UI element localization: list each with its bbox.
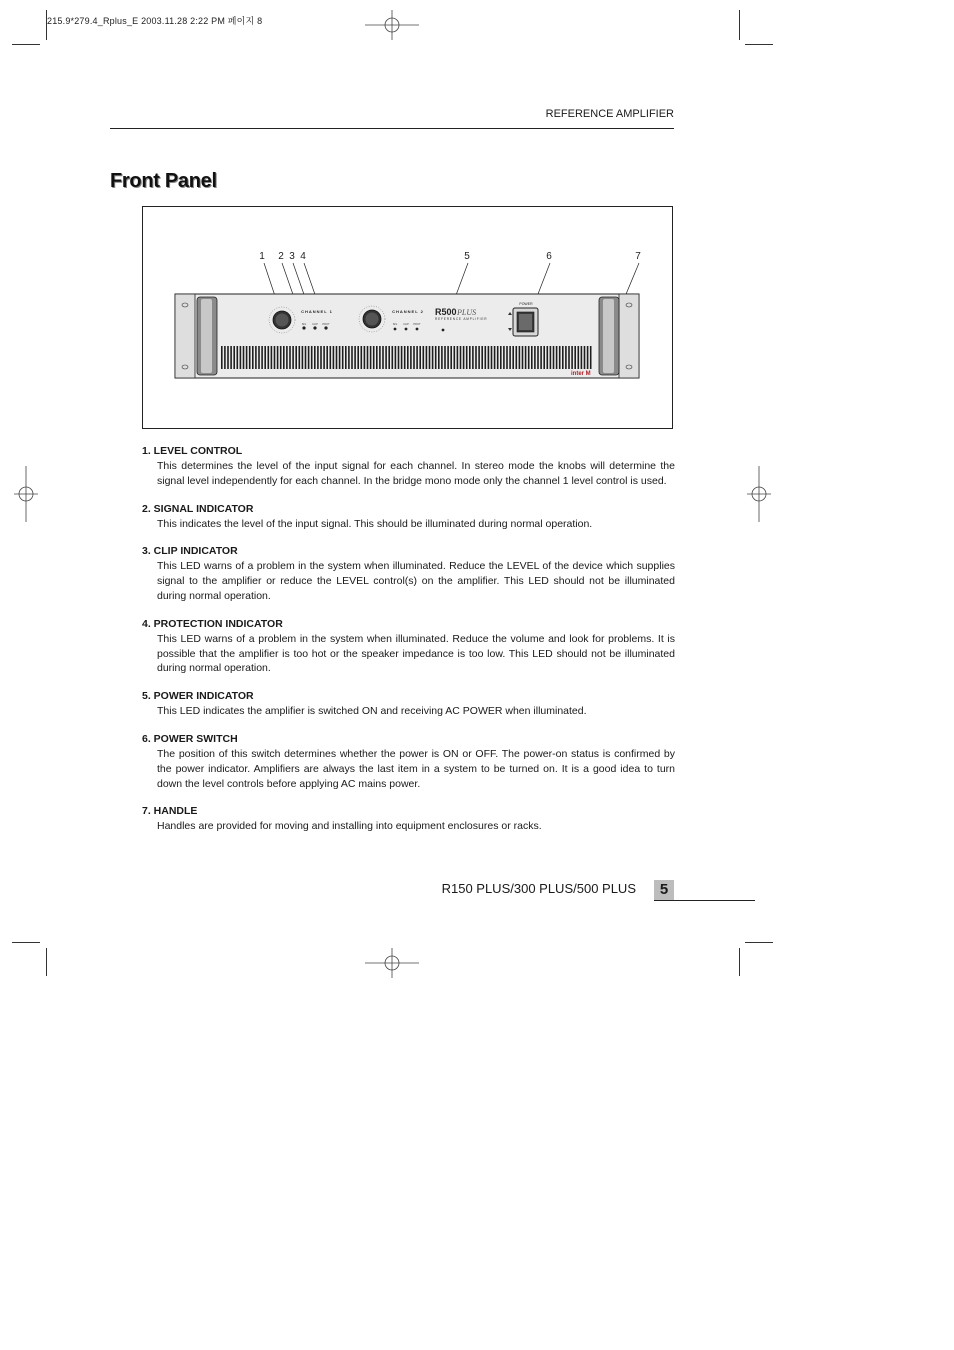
callout-number: 3 xyxy=(289,251,295,262)
callout-number: 7 xyxy=(635,251,641,262)
callout-number: 4 xyxy=(300,251,306,262)
crop-mark xyxy=(745,44,773,45)
description-item xyxy=(142,544,675,603)
description-item xyxy=(142,689,675,719)
description-list xyxy=(142,444,675,847)
model-subtitle: REFERENCE AMPLIFIER xyxy=(435,317,488,321)
registration-mark-bottom xyxy=(365,948,419,978)
description-item xyxy=(142,617,675,676)
print-slug: 215.9*279.4_Rplus_E 2003.11.28 2:22 PM 페이지 8 xyxy=(47,16,263,26)
power-label: POWER xyxy=(519,302,533,306)
header-rule xyxy=(110,128,674,129)
page-number: 5 xyxy=(654,880,674,900)
signal-led xyxy=(302,326,305,329)
callout-number: 5 xyxy=(464,251,470,262)
item-heading: 2. SIGNAL INDICATOR xyxy=(142,502,254,515)
description-item xyxy=(142,732,675,791)
svg-text:CLIP: CLIP xyxy=(403,323,409,326)
header-label: REFERENCE AMPLIFIER xyxy=(545,108,674,120)
description-item xyxy=(142,502,675,532)
crop-mark xyxy=(46,948,47,976)
model-logo: R500 xyxy=(435,307,457,317)
item-heading: 3. CLIP INDICATOR xyxy=(142,545,238,558)
item-heading: 5. POWER INDICATOR xyxy=(142,690,254,703)
item-body: This indicates the level of the input signal. This should be illuminated during normal operation. xyxy=(157,517,593,530)
channel-1-label: CHANNEL 1 xyxy=(301,309,333,314)
crop-mark xyxy=(745,942,773,943)
item-body: Handles are provided for moving and installing into equipment enclosures or racks. xyxy=(157,820,542,833)
power-indicator-led xyxy=(442,329,445,332)
item-heading: 7. HANDLE xyxy=(142,805,198,818)
description-item xyxy=(142,804,675,834)
item-heading: 1. LEVEL CONTROL xyxy=(142,445,243,457)
registration-mark-left xyxy=(14,466,38,522)
led-label: PROT xyxy=(322,323,330,326)
page-title: Front Panel xyxy=(110,170,217,192)
crop-mark xyxy=(12,942,40,943)
item-body: This LED indicates the amplifier is switched ON and receiving AC POWER when illuminated. xyxy=(157,705,587,718)
item-body: This LED warns of a problem in the system when illuminated. Reduce the LEVEL of the device which supplies signal to the amplifier or reduce the LEVEL control(s) on the amplifier. This LED should not be illuminated during normal operation. xyxy=(157,560,675,602)
led-label: CLIP xyxy=(312,323,318,326)
item-heading: 4. PROTECTION INDICATOR xyxy=(142,617,283,630)
callout-number: 2 xyxy=(278,251,284,262)
brand-logo: inter M xyxy=(571,371,591,377)
crop-mark xyxy=(739,948,740,976)
led-label: SIG xyxy=(301,323,307,326)
front-panel-drawing xyxy=(143,207,674,430)
channel-2-label: CHANNEL 2 xyxy=(392,309,424,314)
callout-number: 1 xyxy=(259,251,265,262)
footer-model-names: R150 PLUS/300 PLUS/500 PLUS xyxy=(441,881,636,896)
item-heading: 6. POWER SWITCH xyxy=(142,732,238,745)
item-body: This LED warns of a problem in the system when illuminated. Reduce the volume and look for problems. It is possible that the amplifier is too hot or the speaker impedance is too low. This LED should not be illuminated during normal operation. xyxy=(157,632,675,675)
item-body: This determines the level of the input signal for each channel. In stereo mode the knobs will determine the signal level independently for each channel. In the bridge mono mode only the channel 1 level control is used. xyxy=(157,460,675,487)
crop-mark xyxy=(739,10,740,40)
clip-led xyxy=(313,326,316,329)
callout-number: 6 xyxy=(546,251,552,262)
item-body: The position of this switch determines whether the power is ON or OFF. The power-on status is confirmed by the power indicator. Amplifiers are always the last item in a system to be turned on. It is a good idea to turn down the level controls before applying AC mains power. xyxy=(157,747,675,790)
model-script: PLUS xyxy=(457,308,477,317)
description-item xyxy=(142,444,675,489)
svg-text:SIG: SIG xyxy=(392,323,398,326)
footer-rule xyxy=(654,900,755,901)
protection-led xyxy=(324,326,327,329)
registration-mark-top xyxy=(365,10,419,40)
crop-mark xyxy=(12,44,40,45)
svg-text:PROT: PROT xyxy=(413,323,421,326)
registration-mark-right xyxy=(747,466,771,522)
front-panel-figure xyxy=(142,206,673,429)
